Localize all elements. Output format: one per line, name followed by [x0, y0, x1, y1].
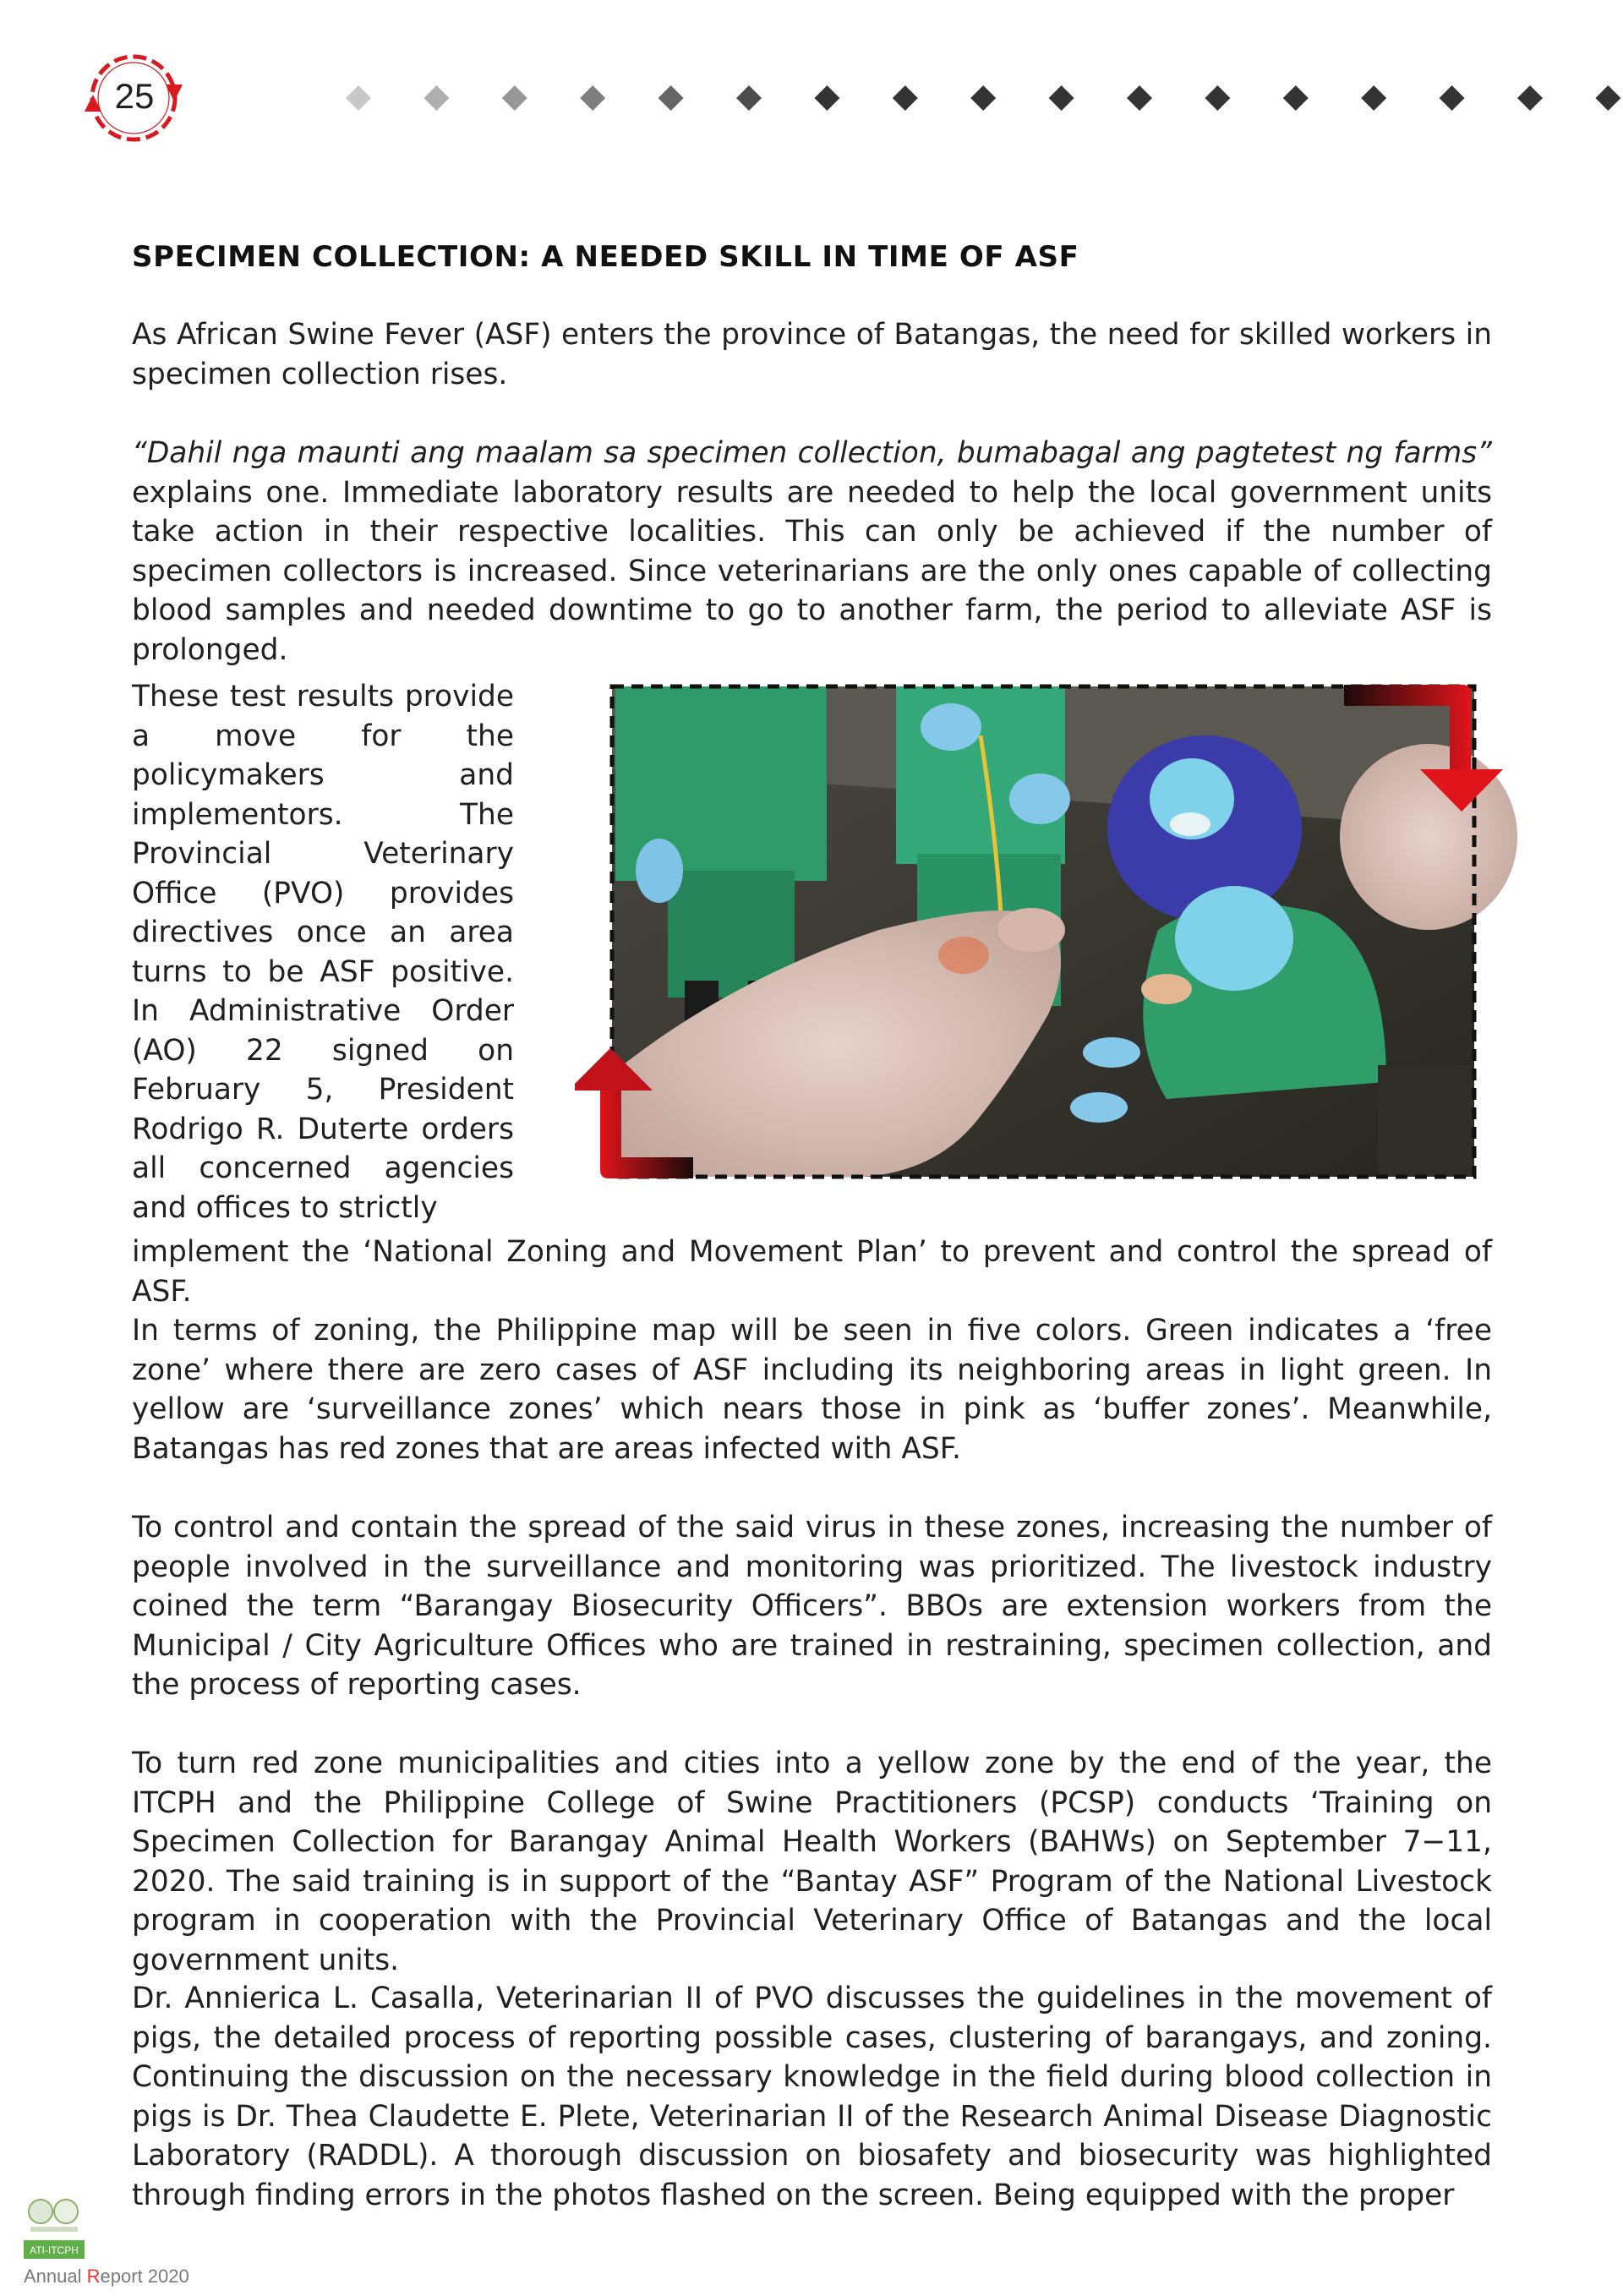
footer-annual: Annual: [24, 2266, 82, 2287]
footer-report-label: [24, 2266, 189, 2288]
diamond-icon: [1283, 85, 1309, 111]
article-title: SPECIMEN COLLECTION: A NEEDED SKILL IN TIME OF ASF: [132, 240, 1079, 274]
continuation-paragraph: implement the ‘National Zoning and Movement Plan’ to prevent and control the spread of ASF.: [132, 1235, 1492, 1309]
diamond-icon: [814, 85, 839, 111]
diamond-icon: [346, 85, 371, 111]
diamond-icon: [1049, 85, 1074, 111]
ati-itcph-logo: [24, 2195, 85, 2259]
photo-specimen-collection: [575, 676, 1530, 1184]
diamond-icon: [893, 85, 918, 111]
decorative-diamond-row: [335, 81, 1623, 115]
diamond-icon: [1595, 85, 1620, 111]
page-number: 25: [114, 76, 155, 116]
diamond-icon: [1127, 85, 1152, 111]
diamond-icon: [424, 85, 449, 111]
casalla-paragraph: Dr. Annierica L. Casalla, Veterinarian II of PVO discusses the guidelines in the movement of pigs, the detailed process of reporting possible cases, clustering of barangays, and zoning. Continuing the discussion on the necessary knowledge in the field during blood collection in pigs is Dr. Thea Claudette E. Plete, Veterinarian II of the Research Animal Disease Diagnostic Laboratory (RADDL). A thorough discussion on biosafety and biosecurity was highlighted through finding errors in the photos flashed on the screen. Being equipped with the proper: [132, 1982, 1492, 2212]
intro-paragraph: As African Swine Fever (ASF) enters the province of Batangas, the need for skilled workers in specimen collection rises.: [132, 318, 1492, 391]
quote-paragraph-rest: explains one. Immediate laboratory results are needed to help the local government units take action in their respective localities. This can only be achieved if the number of specimen collectors is increased. Since veterinarians are the only ones capable of collecting blood samples and needed downtime to go to another farm, the period to alleviate ASF is prolonged.: [132, 475, 1492, 667]
diamond-icon: [970, 85, 996, 111]
side-paragraph: These test results provide a move for the policymakers and implementors. The Provincial Veterinary Office (PVO) provides directives once an area turns to be ASF positive. In Administrative Order (AO) 22 signed on February 5, President Rodrigo R. Duterte orders all concerned agencies and offices to strictly: [132, 680, 514, 1225]
diamond-icon: [502, 85, 527, 111]
diamond-icon: [1361, 85, 1386, 111]
diamond-icon: [1440, 85, 1465, 111]
diamond-icon: [580, 85, 605, 111]
footer-accent-letter: R: [86, 2266, 101, 2287]
zoning-paragraph: In terms of zoning, the Philippine map will be seen in five colors. Green indicates a ‘free zone’ where there are zero cases of ASF including its neighboring areas in light green. In yellow are ‘surveillance zones’ which nears those in pink as ‘buffer zones’. Meanwhile, Batangas has red zones that are areas infected with ASF.: [132, 1314, 1492, 1466]
diamond-icon: [736, 85, 762, 111]
logo-text: ATI-ITCPH: [30, 2244, 79, 2256]
quote-text: “Dahil nga maunti ang maalam sa specimen collection, bumabagal ang pagtetest ng farms”: [132, 436, 1492, 470]
diamond-icon: [1517, 85, 1543, 111]
diamond-icon: [1205, 85, 1230, 111]
footer-report-year: eport 2020: [100, 2266, 189, 2287]
diamond-icon: [658, 85, 684, 111]
quote-paragraph: [132, 434, 1492, 670]
training-paragraph: To turn red zone municipalities and cities into a yellow zone by the end of the year, the ITCPH and the Philippine College of Swine Practitioners (PCSP) conducts ‘Training on Specimen Collection for Barangay Animal Health Workers (BAHWs) on September 7−11, 2020. The said training is in support of the “Bantay ASF” Program of the National Livestock program in cooperation with the Provincial Veterinary Office of Batangas and the local government units.: [132, 1747, 1492, 1977]
control-paragraph: To control and contain the spread of the said virus in these zones, increasing the number of people involved in the surveillance and monitoring was prioritized. The livestock industry coined the term “Barangay Biosecurity Officers”. BBOs are extension workers from the Municipal / City Agriculture Offices who are trained in restraining, specimen collection, and the process of reporting cases.: [132, 1511, 1492, 1702]
